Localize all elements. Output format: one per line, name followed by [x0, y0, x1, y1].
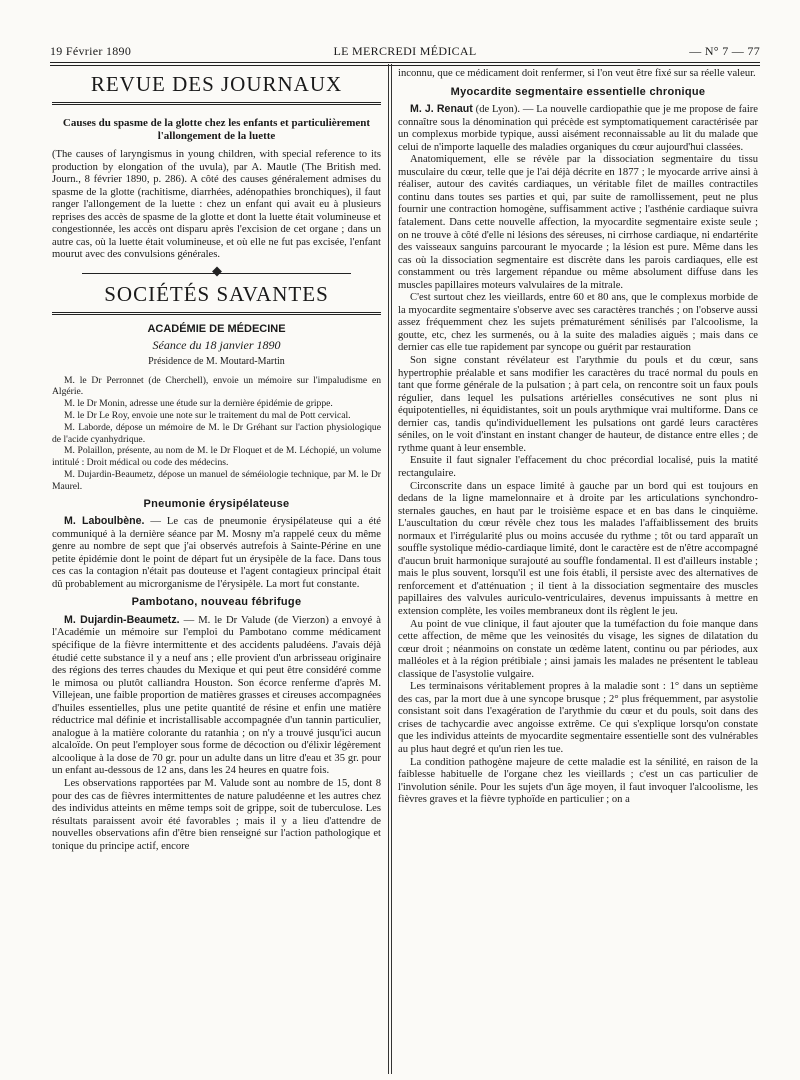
note-item: M. Polaillon, présente, au nom de M. le Dr Floquet et de M. Léchopié, un volume intitulé : Droit médical ou code des médecins.	[52, 445, 381, 469]
header-rule-top	[50, 62, 760, 63]
myocardite-paragraph	[398, 103, 758, 154]
paragraph-text: — Le cas de pneumonie érysipélateuse qui a été communiqué à la dernière séance par M. Mosny m'a rappelé ceux du même genre au nombre de sept que j'ai observés autrefois à Sainte-Périne en une petite épidémie dont le point de départ fut un érysipèle de la face. Dans tous ces cas la contagion n'était pas douteuse et l'agent contagieux principal était dû probablement au microrganisme de l'érysipèle. La mort fut constante.	[52, 516, 381, 590]
section-rule	[52, 104, 381, 105]
seance-date: Séance du 18 janvier 1890	[152, 338, 281, 353]
header-date: 19 Février 1890	[50, 44, 132, 58]
section-title-revue: REVUE DES JOURNAUX	[90, 72, 343, 96]
presidence: Présidence de M. Moutard-Martin	[148, 356, 285, 368]
myocardite-paragraph: Son signe constant révélateur est l'arythmie du pouls et du cœur, sans hypertrophie préalable et sans modifier les caractères du tracé normal du pouls en tant que forme générale de la pulsation ; à part cela, on rencontre soit un faux pouls régulier, dans lequel les pulsations artérielles consécutives ne sont plus ni équipotentielles, ni équidistantes, soit un pouls arythmique vrai multiforme. Dans ce dernier cas, tandis qu'individuellement les pulsations ont gardé leurs caractères séniles, on le voit d'instant en instant changer de hauteur, de distance entre elles ; de rythme quant à leur ensemble.	[398, 355, 758, 454]
column-separator	[388, 64, 389, 1074]
header-rule-bottom	[50, 65, 760, 66]
pneumonie-heading: Pneumonie érysipélateuse	[143, 497, 290, 510]
myocardite-paragraph: Circonscrite dans un espace limité à gauche par un bord qui est toujours en dedans de la ligne mamelonnaire et à droite par les articulations synchondro-sternales gauches, en haut par le troisième espace et en bas dans le cinquième. L'auscultation du cœur révèle chez tous les malades l'affaiblissement des bruits normaux et l'irrégularité plus ou moins accusée du rythme ; tôt ou tard apparaît un souffle systolique médio-cardiaque limité, dont le caractère est de n'être accompagné d'aucun bruit harmonique surajouté au souffle fondamental. Il est d'ailleurs instable ; mais le plus souvent, lorsqu'il est une fois établi, il persiste avec des alternatives de renforcement et d'atténuation ; il tient à la dissociation segmentaire des muscles papillaires des valvules auriculo-ventriculaires, devenus impuissants à mettre en extension complète, les voiles membraneux dont ils règlent le jeu.	[398, 480, 758, 617]
session-notes	[52, 375, 381, 493]
speaker-name: M. Laboulbène.	[64, 515, 145, 528]
myocardite-paragraph: C'est surtout chez les vieillards, entre 60 et 80 ans, que le complexus morbide de la myocardite segmentaire s'observe avec ses caractères tranchés ; on l'observe aussi assez fréquemment chez les sujets prématurément sénilisés par l'alcoolisme, la goutte, etc, chez les surmenés, ou à la suite des maladies aiguës ; mais dans ce dernier cas elle tue rapidement par syncope ou guérit par restauration	[398, 292, 758, 354]
note-item: M. Dujardin-Beaumetz, dépose un manuel de séméiologie technique, par M. le Dr Maurel.	[52, 468, 381, 492]
pambotano-paragraph	[52, 614, 381, 778]
page-header	[50, 44, 760, 60]
note-item: M. le Dr Le Roy, envoie une note sur le traitement du mal de Pott cervical.	[64, 409, 351, 421]
myocardite-paragraph: Anatomiquement, elle se révèle par la dissociation segmentaire du tissu musculaire du cœur, telle que je l'ai déjà décrite en 1877 ; le myocarde arrive ainsi à réaliser, autour des cavités cardiaques, un véritable filet de mailles contractiles continu dans toutes ses parties et qui, par suite de ramollissement, peut ne plus fournir une contraction homogène, suffisamment active ; l'asthénie cardiaque suivra fatalement. Dans cette nouvelle affection, la myocardite segmentaire existe seule ; on ne trouve à côté d'elle ni lésions des séreuses, ni cirrhose cardiaque, ni endartérite des vaisseaux sanguins parcourant le myocarde ; la lésion est pure. Même dans les cas où la dissociation segmentaire est discrète dans les parois cardiaques, elle est constamment ou très largement répandue ou même absolument diffuse dans les muscles papillaires moteurs valvulaires de la mitrale.	[398, 154, 758, 291]
note-item: M. le Dr Monin, adresse une étude sur la dernière épidémie de grippe.	[64, 398, 333, 410]
header-journal-title: LE MERCREDI MÉDICAL	[333, 44, 477, 58]
section-rule	[52, 102, 381, 103]
paragraph-text: — M. le Dr Valude (de Vierzon) a envoyé à l'Académie un mémoire sur l'emploi du Pambotano comme médicament spécifique de la fièvre intermittente et des accidents paludéens. J'avais déjà étudié cette substance il y a neuf ans ; elle provient d'un arbrisseau originaire des régions des terres chaudes du Mexique et qui peut être considéré comme le mimosa ou plutôt calliandra Houston. Son écorce renferme d'après M. Villejean, une faible proportion de matières grasses et cireuses accompagnées d'huiles essentielles, plus une petite quantité de résine et enfin une matière réductrice mal définie et incristallisable accompagnée d'un tannin particulier, analogue à la matière colorante du ratanhia ; on n'y a trouvé jusqu'ici aucun alcaloïde. On peut l'employer sous forme de décoction ou d'élixir légèrement alcoolique à la dose de 70 gr. pour un adulte dans un litre d'eau et 35 gr. pour un enfant au-dessous de 12 ans, dans les 24 heures en quatre fois.	[52, 614, 381, 777]
note-item: M. Laborde, dépose un mémoire de M. le Dr Gréhant sur l'action physiologique de l'acide cyanhydrique.	[52, 421, 381, 445]
section-rule	[52, 312, 381, 313]
paragraph-text: (de Lyon). — La nouvelle cardiopathie que je me propose de faire connaître sous la dénomination qui précède est symptomatiquement caractérisée par un complexus morbide typique, aussi aisément reconnaissable au lit du malade que celui de n'importe laquelle des maladies organiques du cœur aujourd'hui classées.	[398, 104, 758, 153]
myocardite-heading: Myocardite segmentaire essentielle chronique	[450, 85, 706, 98]
academy-heading: ACADÉMIE DE MÉDECINE	[147, 322, 286, 335]
section-title-societes: SOCIÉTÉS SAVANTES	[104, 281, 329, 306]
myocardite-paragraph: La condition pathogène majeure de cette maladie est la sénilité, en raison de la faiblesse habituelle de l'organe chez les vieillards ; c'est un cas particulier de l'involution sénile. Pour les sujets d'un âge moyen, il faut invoquer l'alcoolisme, les fièvres graves et la fièvre typhoïde en particulier ; on a	[398, 756, 758, 806]
note-item: M. le Dr Perronnet (de Cherchell), envoie un mémoire sur l'impaludisme en Algérie.	[52, 374, 381, 398]
continued-paragraph: inconnu, que ce médicament doit renfermer, si l'on veut être fixé sur sa réelle valeur.	[398, 68, 756, 79]
pambotano-paragraph: Les observations rapportées par M. Valude sont au nombre de 15, dont 8 pour des cas de fièvres intermittentes de nature paludéenne et les autres chez des individus atteints en même temps soit de grippe, soit de tuberculose. Les résultats paraissent avoir été favorables ; mais il y a lieu d'attendre de nouvelles observations afin d'être bien renseigné sur l'action pathologique et tonique du principe actif, encore	[52, 778, 381, 852]
article-headline: Causes du spasme de la glotte chez les enfants et particulièrement l'allongement de la luette	[62, 117, 371, 142]
myocardite-paragraph: Au point de vue clinique, il faut ajouter que la tuméfaction du foie manque dans cette affection, de même que les veinosités du visage, les signes de dilatation du cœur droit ; néanmoins on constate un œdème latent, continu ou par périodes, aux malléoles et à la région prétibiale ; ainsi jamais les malades ne présentent le tableau classique de l'asystolie vulgaire.	[398, 618, 758, 680]
ornament-divider	[52, 268, 381, 278]
right-column	[398, 68, 758, 807]
article-body: (The causes of laryngismus in young children, with special reference to its production by elongation of the uvula), par A. Mautle (The British med. Journ., 8 février 1890, p. 286). A côté des causes généralement admises du spasme de la glotte (rachitisme, diarrhées, adénopathies bronchiques), il faut ranger l'allongement de la luette : chez un enfant qui avait eu à plusieurs reprises des accès de spasme de la glotte et dont la luette était volumineuse et congestionnée, les accès ont disparu après l'excision de cet organe ; dans un autre cas, où la luette était volumineuse, et où elle ne fut pas excisée, l'enfant mourut avec des convulsions générales.	[52, 149, 381, 261]
speaker-name: M. Dujardin-Beaumetz.	[64, 613, 180, 626]
left-column	[52, 68, 381, 853]
speaker-name: M. J. Renaut	[410, 103, 473, 116]
myocardite-paragraph: Ensuite il faut signaler l'effacement du choc précordial localisé, puis la matité rectangulaire.	[398, 455, 758, 479]
pneumonie-paragraph	[52, 515, 381, 591]
myocardite-paragraph: Les terminaisons véritablement propres à la maladie sont : 1° dans un septième des cas, par la mort due à une syncope brusque ; 2° plus fréquemment, par asystolie consistant soit dans l'exagération de l'arythmie du cœur et du pouls, soit dans des crises de tachycardie avec angoisse extrême. Ce qui s'explique lorsqu'on constate que les individus atteints de myocardite segmentaire essentielle sont des vulnérables au plus haut degré et qu'un rien les tue.	[398, 681, 758, 755]
header-page-number: — N° 7 — 77	[689, 44, 760, 58]
section-rule	[52, 314, 381, 315]
pambotano-heading: Pambotano, nouveau fébrifuge	[131, 596, 302, 609]
column-separator	[391, 64, 392, 1074]
